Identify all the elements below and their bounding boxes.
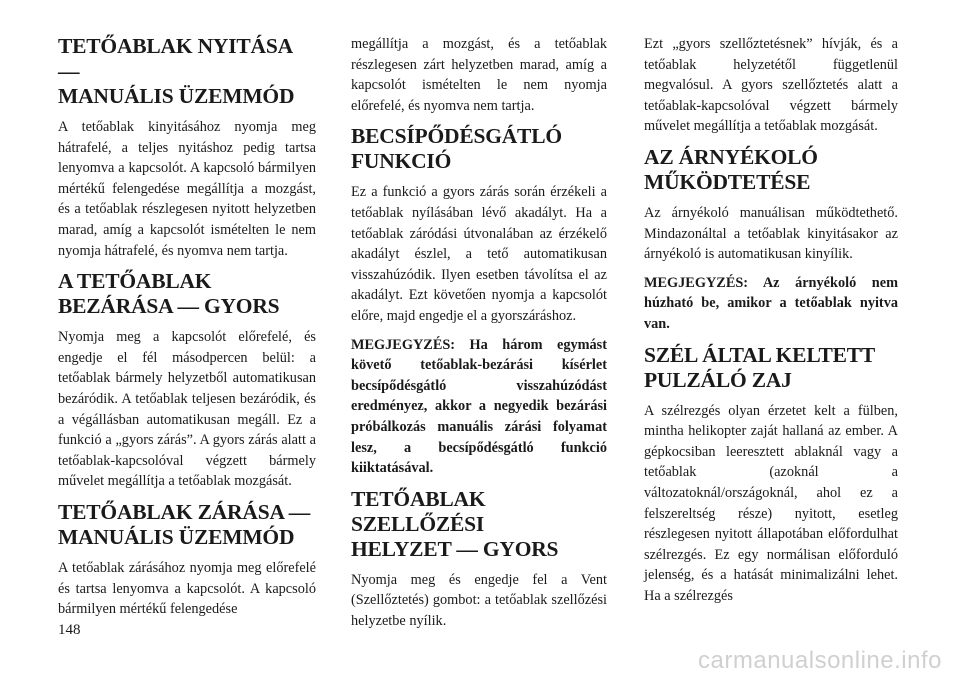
heading-line: TETŐABLAK SZELLŐZÉSI — [351, 486, 486, 536]
heading-sunshade — [644, 145, 898, 195]
section-sunshade — [644, 145, 898, 335]
paragraph-manual-close-start: A tetőablak zárásához nyomja meg előrefelé és tartsa lenyomva a kapcsolót. A kapcsoló bármilyen mértékű felengedése — [58, 559, 316, 618]
heading-vent-express — [351, 487, 607, 562]
heading-line: TETŐABLAK ZÁRÁSA — — [58, 499, 311, 524]
heading-line: AZ ÁRNYÉKOLÓ — [644, 144, 818, 169]
heading-manual-open — [58, 34, 316, 109]
heading-line: MŰKÖDTETÉSE — [644, 169, 811, 194]
paragraph-sunshade: Az árnyékoló manuálisan működtethető. Mindazonáltal a tetőablak kinyitásakor az árnyékoló is automatikusan kinyílik. — [644, 204, 898, 263]
paragraph-manual-open: A tetőablak kinyitásához nyomja meg hátrafelé, a teljes nyitáshoz pedig tartsa lenyomva a kapcsolót. A kapcsoló bármilyen mértékű felengedése megállítja a mozgást, és a tetőablak részlegesen nyitott helyzetben marad, amíg a kapcsolót ismételten le nem nyomja hátrafelé, és nyomva nem tartja. — [58, 119, 316, 259]
heading-line: TETŐABLAK NYITÁSA — — [58, 34, 292, 83]
paragraph-vent-express-start: Nyomja meg és engedje fel a Vent (Szellőztetés) gombot: a tetőablak szellőzési helyzetbe nyílik. — [351, 571, 607, 629]
watermark: carmanualsonline.info — [698, 647, 942, 674]
section-vent-express — [351, 487, 607, 632]
heading-manual-close — [58, 500, 316, 550]
section-wind-buffeting — [644, 343, 898, 607]
paragraph-vent-express-continued: Ezt „gyors szellőztetésnek” hívják, és a tetőablak helyzetétől függetlenül megvalósul. A gyors szellőztetés alatt a tetőablak-kapcsolóval végzett bármely művelet megállítja a tetőablak mozgását. — [644, 36, 898, 135]
column-left — [58, 34, 316, 628]
section-manual-close — [58, 500, 316, 620]
heading-line: MANUÁLIS ÜZEMMÓD — [58, 84, 295, 108]
heading-line: BEZÁRÁSA — GYORS — [58, 294, 280, 319]
note-sunshade: MEGJEGYZÉS: Az árnyékoló nem húzható be, amikor a tetőablak nyitva van. — [644, 274, 898, 332]
heading-line: HELYZET — GYORS — [351, 536, 559, 561]
note-pinch-protect: MEGJEGYZÉS: Ha három egymást követő tetőablak-bezárási kísérlet becsípődésgátló visszahúzódást eredményez, akkor a negyedik bezárási próbálkozás manuális zárási folyamat lesz, a becsípődésgátló funkció kiiktatásával. — [351, 336, 607, 477]
paragraph-express-close: Nyomja meg a kapcsolót előrefelé, és engedje el fél másodpercen belül: a tetőablak bármely helyzetből automatikusan bezáródik. A tetőablak teljesen bezáródik, és a végállásban automatikusan megáll. Ez a funkció a „gyors zárás”. A gyors zárás alatt a tetőablak-kapcsolóval végzett bármely művelet megállítja a tetőablak mozgását. — [58, 329, 316, 490]
heading-line: PULZÁLÓ ZAJ — [644, 367, 792, 392]
section-pinch-protect — [351, 124, 607, 478]
section-express-close — [58, 269, 316, 492]
heading-line: A TETŐABLAK — [58, 269, 212, 294]
paragraph-pinch-protect: Ez a funkció a gyors zárás során érzékeli a tetőablak nyílásában lévő akadályt. Ha a tetőablak záródási útvonalában az érzékelő akadályt észlel, a tető automatikusan visszahúzódik. Ilyen esetben távolítsa el az akadályt. Ezt követően nyomja a kapcsolót előre, majd engedje el a gyorszáráshoz. — [351, 184, 607, 324]
page-number: 148 — [58, 622, 81, 638]
section-manual-open — [58, 34, 316, 261]
heading-line: MANUÁLIS ÜZEMMÓD — [58, 524, 295, 549]
heading-line: SZÉL ÁLTAL KELTETT — [644, 342, 876, 367]
heading-line: FUNKCIÓ — [351, 149, 452, 174]
heading-express-close — [58, 269, 316, 319]
heading-pinch-protect — [351, 124, 607, 174]
column-middle — [351, 34, 607, 639]
paragraph-wind-buffeting: A szélrezgés olyan érzetet kelt a fülben, mintha helikopter zaját hallaná az ember. A gépkocsiban leeresztett ablaknál vagy a tetőablak (azoknál a változatoknál/országoknál, ahol ez a felszereltség része) nyitott, esetleg részlegesen nyitott állapotában előfordulhat szélrezgés. Ez egy normálisan előforduló jelenség, és a hatását minimalizálni lehet. Ha a szélrezgés — [644, 402, 898, 604]
column-right — [644, 34, 898, 614]
heading-line: BECSÍPŐDÉSGÁTLÓ — [351, 124, 562, 149]
paragraph-manual-close-continued: megállítja a mozgást, és a tetőablak részlegesen zárt helyzetben marad, amíg a kapcsolót ismételten le nem nyomja előrefelé, és nyomva nem tartja. — [351, 36, 607, 114]
heading-wind-buffeting — [644, 343, 898, 393]
